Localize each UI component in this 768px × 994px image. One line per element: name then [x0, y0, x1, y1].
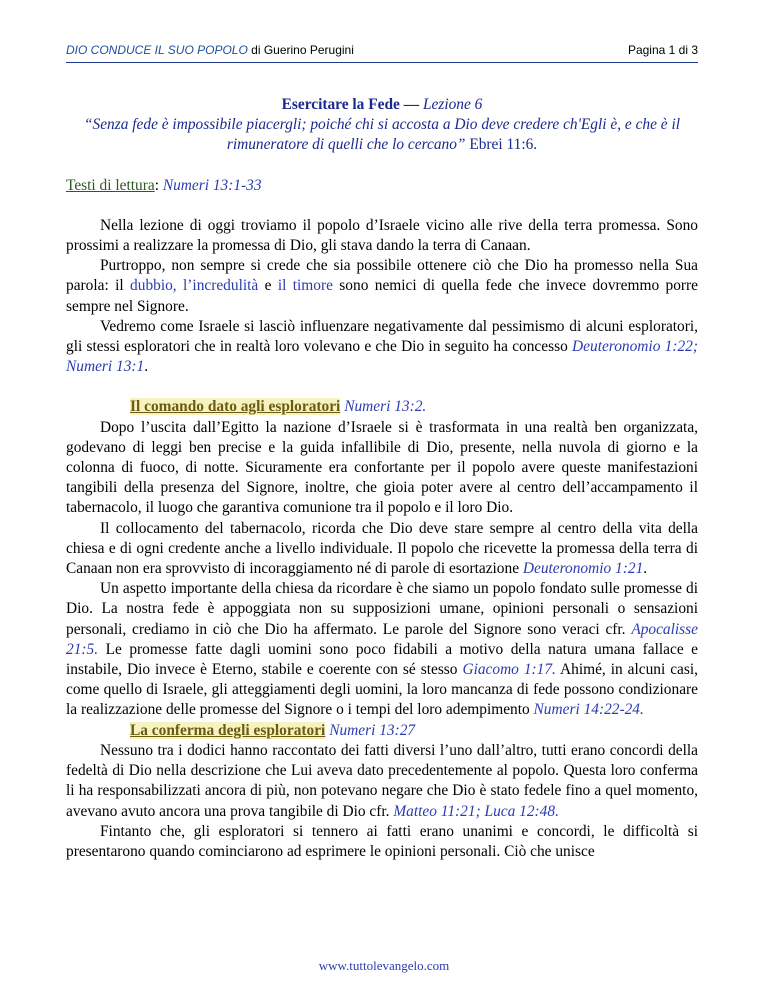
section-2-title: La conferma degli esploratori — [130, 721, 326, 739]
header-title — [66, 43, 354, 57]
header-book-title: DIO CONDUCE IL SUO POPOLO — [66, 43, 248, 57]
lesson-title-line — [66, 95, 698, 115]
s2-p1-text-a: Nessuno tra i dodici hanno raccontato dei fatti diversi l’uno dall’altro, tutti erano concordi della fedeltà di Dio nella descrizione che Lui aveva dato precedentemente al popolo. Questa loro conferma li ha responsabilizzati ancora di più, non potevano negare che Dio è stato fedele fino a quel momento, avevano avuto ancora una prova tangibile di Dio cfr. — [66, 741, 698, 820]
section-1-heading — [66, 397, 698, 417]
page-header — [66, 39, 698, 61]
section-1-paragraph-2 — [66, 519, 698, 580]
document-body — [66, 95, 698, 862]
readings-label: Testi di lettura — [66, 176, 155, 194]
intro-p3-text-a: Vedremo come Israele si lasciò influenzare negativamente dal pessimismo di alcuni esploratori, gli stessi esploratori che in realtà loro volevano e che Dio in seguito ha concesso — [66, 317, 698, 356]
intro-p3-ref: Deuteronomio 1:22; Numeri 13:1 — [66, 338, 698, 376]
s1-p3-ref-2: Giacomo 1:17. — [462, 661, 556, 679]
lesson-quote-ref: Ebrei 11:6. — [465, 136, 538, 154]
intro-paragraph-1: Nella lezione di oggi troviamo il popolo d’Israele vicino alle rive della terra promessa. Sono prossimi a realizzare la promessa di Dio, gli stava dando la terra di Canaan. — [66, 216, 698, 255]
s1-p2-ref: Deuteronomio 1:21 — [522, 560, 644, 578]
readings-colon: : — [154, 176, 163, 194]
lesson-quote-line — [66, 115, 698, 155]
s1-p3-text-c: Le promesse fatte dagli uomini sono poco fidabili a motivo della natura umana fallace e instabile, Dio invece è Eterno, stabile e coerente con sé stesso — [66, 640, 698, 679]
header-page-number: Pagina 1 di 3 — [627, 43, 698, 57]
s1-p3-text-a: Un aspetto importante della chiesa da ricordare è che siamo un popolo fondato sulle promesse di Dio. La nostra fede è appoggiata non su supposizioni umane, opinioni personali o sensazioni personali, crediamo in ciò che Dio ha affermato. Le parole del Signore sono veraci cfr. — [66, 580, 698, 638]
section-2-paragraph-2: Fintanto che, gli esploratori si tennero ai fatti erano unanimi e concordi, le difficoltà si presentarono quando cominciarono ad esprimere le opinioni personali. Ciò che unisce — [66, 822, 698, 860]
section-2-heading — [66, 721, 698, 741]
intro-p2-doubt: dubbio, l’incredulità — [130, 277, 259, 295]
readings-line — [66, 176, 698, 196]
section-1-ref: Numeri 13:2. — [340, 398, 427, 416]
lesson-quote: “Senza fede è impossibile piacergli; poiché chi si accosta a Dio deve credere ch'Egli è, e che è il rimuneratore di quelli che lo cercano” — [83, 116, 681, 154]
lesson-number: Lezione 6 — [422, 96, 483, 113]
footer-website: www.tuttolevangelo.com — [318, 958, 450, 973]
s1-p2-text-c: . — [643, 560, 648, 578]
section-1-paragraph-1: Dopo l’uscita dall’Egitto la nazione d’Israele si è trasformata in una realtà ben organizzata, godevano di leggi ben precise e la guida infallibile di Dio, presente, nella nuvola di giorno e la colonna di fuoco, di notte. Sicuramente era confortante per il popolo avere queste manifestazioni tangibili della presenza del Signore, inoltre, che gioia poter avere al centro dell’accampamento il tabernacolo, il luogo che garantiva comunione tra il popolo e il loro Dio. — [66, 418, 698, 517]
intro-p2-text-c: e — [258, 277, 278, 295]
s1-p2-text-a: Il collocamento del tabernacolo, ricorda che Dio deve stare sempre al centro della vita della chiesa e di ogni credente anche a livello individuale. Il popolo che ricevette la promessa della terra di Canaan non era sprovvisto di incoraggiamento né di parole di esortazione — [66, 519, 698, 578]
header-author: di Guerino Perugini — [247, 43, 354, 57]
section-1-title: Il comando dato agli esploratori — [130, 398, 341, 416]
readings-ref: Numeri 13:1-33 — [162, 176, 262, 194]
intro-p2-text-a: Purtroppo, non sempre si crede che sia possibile ottenere ciò che Dio ha promesso nella Sua parola: il — [66, 257, 698, 295]
intro-p2-text-e: sono nemici di quella fede che invece dovremmo porre sempre nel Signore. — [66, 277, 698, 315]
s1-p3-ref-3: Numeri 14:22-24. — [533, 701, 644, 719]
s1-p3-text-e: Ahimé, in alcuni casi, come quello di Israele, gli atteggiamenti degli uomini, la loro mancanza di fede possono condizionare la realizzazione delle promesse del Signore o i tempi del loro adempimento — [66, 661, 698, 719]
intro-p3-text-c: . — [144, 358, 149, 376]
section-1-paragraph-3 — [66, 579, 698, 720]
lesson-title-dash: — — [399, 96, 423, 113]
header-divider — [66, 62, 698, 63]
lesson-title: Esercitare la Fede — [281, 96, 400, 113]
intro-paragraph-2 — [66, 256, 698, 317]
section-2-paragraph-1 — [66, 741, 698, 822]
s2-p1-ref: Matteo 11:21; Luca 12:48. — [393, 802, 559, 820]
lesson-title-block — [66, 95, 698, 156]
s1-p3-ref-1: Apocalisse 21:5. — [66, 620, 698, 658]
intro-p2-fear: il timore — [277, 277, 333, 295]
intro-paragraph-3 — [66, 317, 698, 378]
section-2-ref: Numeri 13:27 — [325, 721, 416, 739]
